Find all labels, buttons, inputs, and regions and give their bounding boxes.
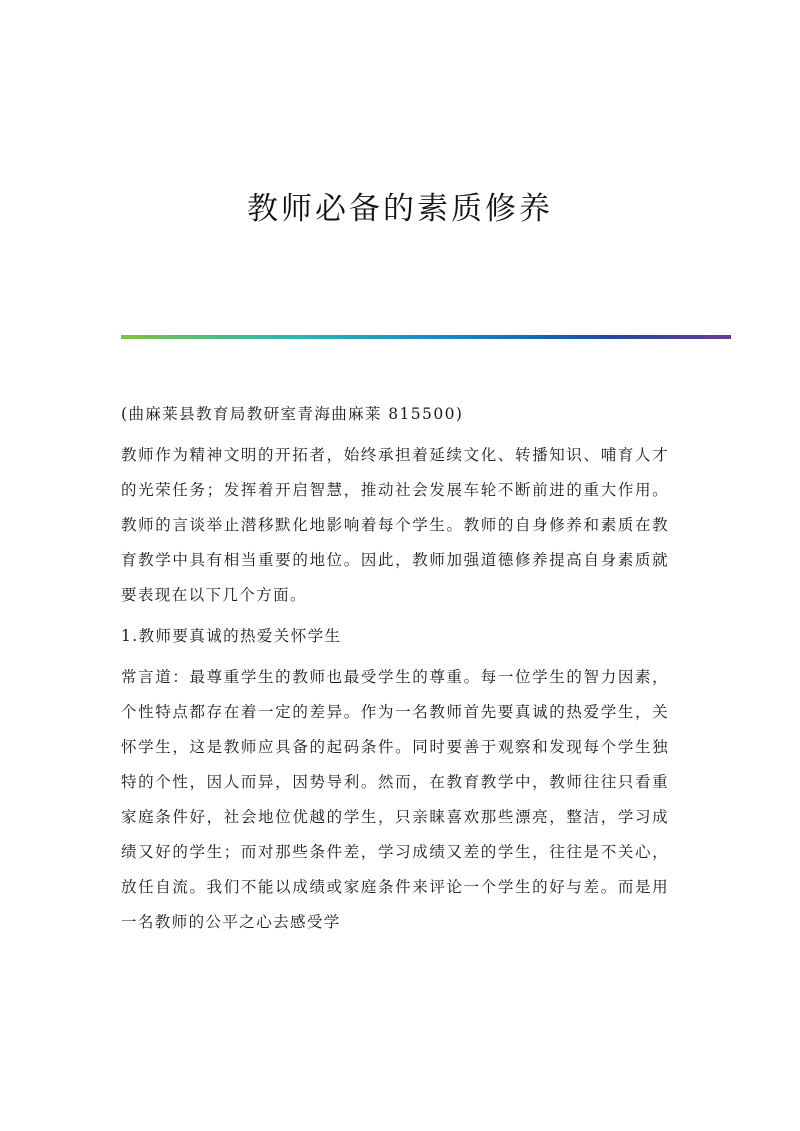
document-body (121, 397, 669, 946)
title-divider (121, 335, 731, 339)
page-title: 教师必备的素质修养 (247, 191, 553, 227)
affiliation-line: (曲麻莱县教育局教研室青海曲麻莱 815500) (121, 405, 464, 423)
section-heading: 1.教师要真诚的热爱关怀学生 (121, 627, 342, 645)
section-paragraph: 常言道：最尊重学生的教师也最受学生的尊重。每一位学生的智力因素，个性特点都存在着一定的差异。作为一名教师首先要真诚的热爱学生，关怀学生，这是教师应具备的起码条件。同时要善于观察和发现每个学生独特的个性，因人而异，因势导利。然而，在教育教学中，教师往往只看重家庭条件好，社会地位优越的学生，只亲睐喜欢那些漂亮，整洁，学习成绩又好的学生；而对那些条件差，学习成绩又差的学生，往往是不关心，放任自流。我们不能以成绩或家庭条件来评论一个学生的好与差。而是用一名教师的公平之心去感受学 (121, 668, 669, 931)
intro-paragraph: 教师作为精神文明的开拓者，始终承担着延续文化、转播知识、哺育人才的光荣任务；发挥着开启智慧，推动社会发展车轮不断前进的重大作用。教师的言谈举止潜移默化地影响着每个学生。教师的自身修养和素质在教育教学中具有相当重要的地位。因此，教师加强道德修养提高自身素质就要表现在以下几个方面。 (121, 446, 669, 604)
